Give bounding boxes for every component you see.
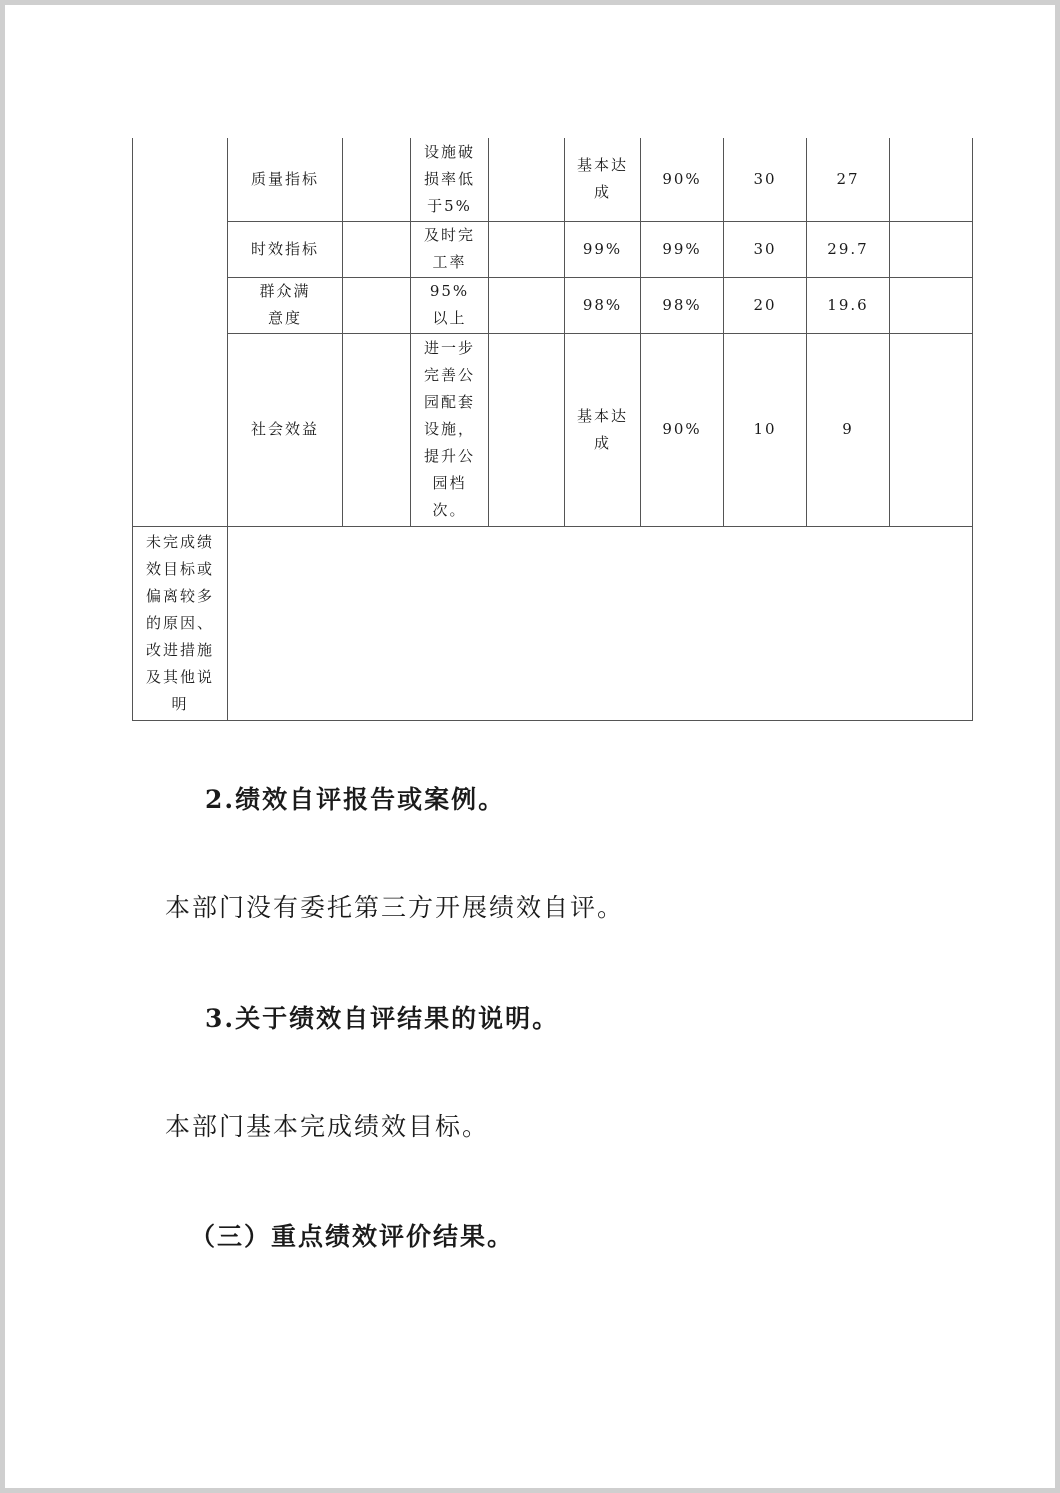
empty-cell (489, 221, 565, 277)
target-cell: 95%以上 (411, 277, 489, 333)
weight-cell: 10 (724, 333, 807, 526)
score-cell: 29.7 (807, 221, 890, 277)
empty-cell (489, 333, 565, 526)
indicator-cell: 群众满意度 (228, 277, 343, 333)
weight-cell: 30 (724, 138, 807, 221)
plan-cell: 基本达成 (565, 333, 641, 526)
table-row (133, 221, 973, 277)
empty-cell (343, 333, 411, 526)
empty-cell (489, 138, 565, 221)
target-cell: 及时完工率 (411, 221, 489, 277)
category-cell (133, 138, 228, 526)
empty-cell (890, 138, 973, 221)
table-row (133, 277, 973, 333)
empty-cell (343, 221, 411, 277)
plan-cell: 基本达成 (565, 138, 641, 221)
actual-cell: 90% (641, 333, 724, 526)
indicator-cell: 时效指标 (228, 221, 343, 277)
empty-cell (890, 277, 973, 333)
actual-cell: 99% (641, 221, 724, 277)
target-cell: 设施破损率低于5% (411, 138, 489, 221)
table-row (133, 526, 973, 720)
target-cell: 进一步完善公园配套设施，提升公园档次。 (411, 333, 489, 526)
score-cell: 9 (807, 333, 890, 526)
indicator-cell: 社会效益 (228, 333, 343, 526)
section-body-2: 本部门没有委托第三方开展绩效自评。 (165, 893, 625, 922)
empty-cell (343, 277, 411, 333)
table-row (133, 333, 973, 526)
table-row (133, 138, 973, 221)
actual-cell: 90% (641, 138, 724, 221)
empty-cell (890, 221, 973, 277)
performance-table (132, 138, 973, 721)
weight-cell: 30 (724, 221, 807, 277)
indicator-cell: 质量指标 (228, 138, 343, 221)
plan-cell: 98% (565, 277, 641, 333)
section-heading-2: 2.绩效自评报告或案例。 (205, 785, 506, 814)
empty-cell (489, 277, 565, 333)
note-label-cell: 未完成绩效目标或偏离较多的原因、改进措施及其他说明 (133, 526, 228, 720)
section-heading-key-results: （三）重点绩效评价结果。 (190, 1222, 515, 1251)
empty-cell (890, 333, 973, 526)
section-body-3: 本部门基本完成绩效目标。 (165, 1112, 490, 1141)
section-heading-3: 3.关于绩效自评结果的说明。 (205, 1004, 560, 1033)
score-cell: 19.6 (807, 277, 890, 333)
plan-cell: 99% (565, 221, 641, 277)
weight-cell: 20 (724, 277, 807, 333)
document-page (5, 5, 1055, 1488)
empty-cell (343, 138, 411, 221)
note-content-cell (228, 526, 973, 720)
actual-cell: 98% (641, 277, 724, 333)
score-cell: 27 (807, 138, 890, 221)
